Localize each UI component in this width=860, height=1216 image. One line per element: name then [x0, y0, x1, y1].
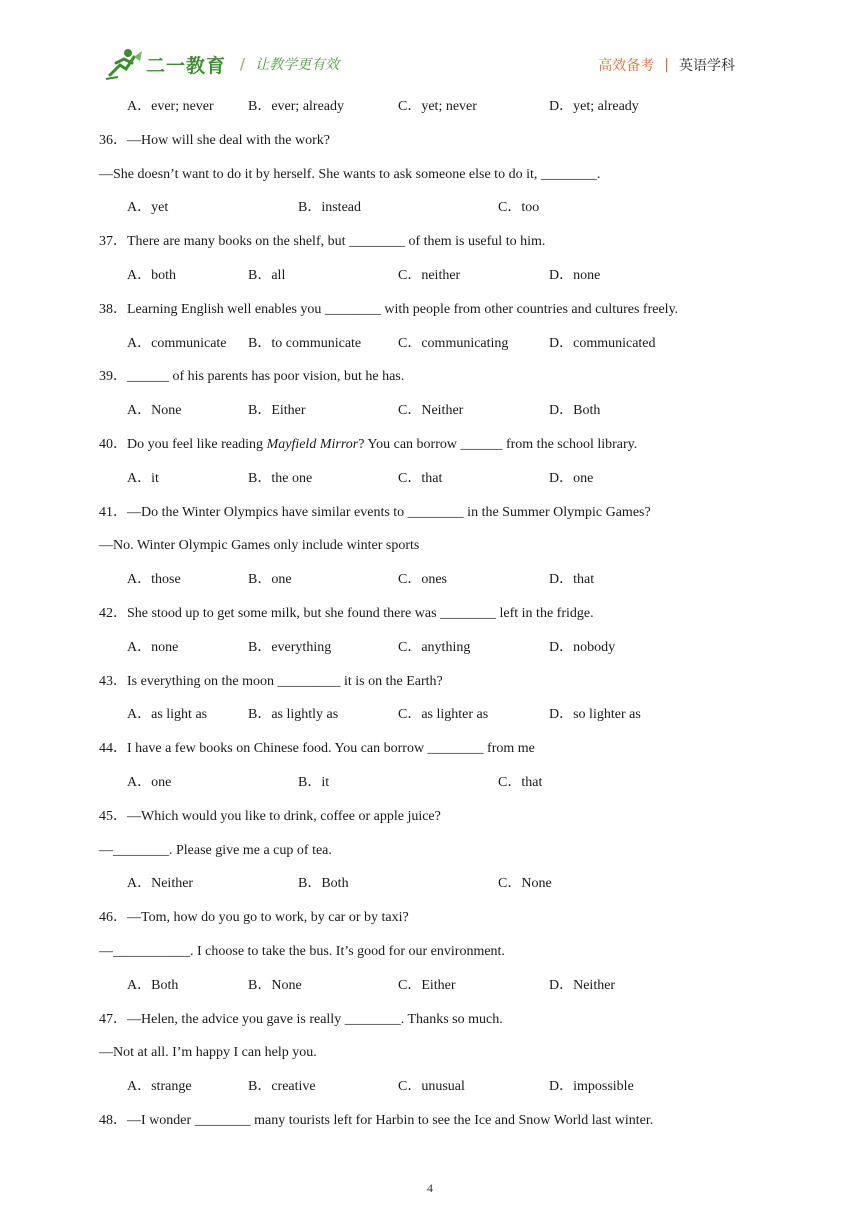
answer-option: D．Both	[549, 403, 601, 418]
answer-option: B．None	[248, 978, 302, 993]
answer-option: B．Both	[298, 876, 349, 891]
page-number: 4	[427, 1181, 433, 1195]
answer-option: B．to communicate	[248, 336, 362, 351]
answer-option: B．all	[248, 268, 286, 283]
answer-option: A．Neither	[127, 876, 194, 891]
answer-option: C．neither	[398, 268, 461, 283]
answer-option: A．yet	[127, 200, 169, 215]
answer-option: A．none	[127, 640, 179, 655]
answer-options	[0, 98, 860, 116]
logo-tagline: 让教学更有效	[255, 57, 340, 73]
answer-option: C．Either	[398, 978, 456, 993]
answer-options	[0, 402, 860, 420]
question-text: 43．Is everything on the moon _________ it is on the Earth?	[99, 674, 443, 689]
answer-option: A．None	[127, 403, 182, 418]
question-text: 44．I have a few books on Chinese food. You can borrow ________ from me	[99, 741, 535, 756]
question-text: 41．—Do the Winter Olympics have similar events to ________ in the Summer Olympic Games?	[99, 505, 651, 520]
answer-option: C．ones	[398, 572, 447, 587]
answer-option: D．so lighter as	[549, 707, 641, 722]
answer-options	[0, 875, 860, 893]
answer-option: A．both	[127, 268, 176, 283]
question-text: —She doesn’t want to do it by herself. She wants to ask someone else to do it, ________.	[99, 167, 601, 182]
answer-option: C．communicating	[398, 336, 509, 351]
runner-logo-icon	[104, 47, 144, 81]
answer-options	[0, 335, 860, 353]
question-text-part: ? You can borrow ______ from the school library.	[358, 437, 638, 452]
answer-option: D．impossible	[549, 1079, 634, 1094]
answer-option: C．as lighter as	[398, 707, 489, 722]
answer-option: B．everything	[248, 640, 332, 655]
answer-option: D．nobody	[549, 640, 616, 655]
answer-options	[0, 639, 860, 657]
answer-option: C．that	[398, 471, 443, 486]
answer-options	[0, 470, 860, 488]
question-text: 48．—I wonder ________ many tourists left for Harbin to see the Ice and Snow World last winter.	[99, 1113, 654, 1128]
question-text: 39．______ of his parents has poor vision, but he has.	[99, 369, 405, 384]
question-text: 47．—Helen, the advice you gave is really ________. Thanks so much.	[99, 1012, 503, 1027]
answer-option: A．strange	[127, 1079, 192, 1094]
question-text: —Not at all. I’m happy I can help you.	[99, 1045, 317, 1060]
answer-option: A．communicate	[127, 336, 227, 351]
answer-option: B．it	[298, 775, 330, 790]
answer-option: A．those	[127, 572, 181, 587]
question-text: 45．—Which would you like to drink, coffee or apple juice?	[99, 809, 441, 824]
answer-options	[0, 774, 860, 792]
answer-option: B．instead	[298, 200, 361, 215]
answer-option: B．creative	[248, 1079, 316, 1094]
answer-option: D．communicated	[549, 336, 656, 351]
answer-option: D．one	[549, 471, 594, 486]
answer-option: B．the one	[248, 471, 313, 486]
answer-option: B．as lightly as	[248, 707, 339, 722]
question-text: 46．—Tom, how do you go to work, by car or by taxi?	[99, 910, 409, 925]
answer-option: C．too	[498, 200, 540, 215]
answer-option: C．unusual	[398, 1079, 465, 1094]
answer-option: C．yet; never	[398, 99, 477, 114]
answer-option: D．Neither	[549, 978, 616, 993]
answer-option: A．as light as	[127, 707, 208, 722]
answer-option: B．ever; already	[248, 99, 345, 114]
question-text: 38．Learning English well enables you ________ with people from other countries and cultures freely.	[99, 302, 679, 317]
answer-option: D．that	[549, 572, 595, 587]
answer-options	[0, 977, 860, 995]
logo	[104, 46, 339, 82]
answer-options	[0, 199, 860, 217]
header-subject-label: 英语学科	[679, 58, 735, 74]
question-text: 42．She stood up to get some milk, but she found there was ________ left in the fridge.	[99, 606, 594, 621]
question-text	[99, 436, 637, 454]
question-text: —___________. I choose to take the bus. It’s good for our environment.	[99, 944, 505, 959]
question-text: —________. Please give me a cup of tea.	[99, 843, 332, 858]
answer-option: D．yet; already	[549, 99, 639, 114]
page-header	[0, 0, 860, 90]
answer-option: A．ever; never	[127, 99, 214, 114]
answer-option: C．None	[498, 876, 552, 891]
header-exam-label: 高效备考	[598, 58, 655, 74]
question-text: 36．—How will she deal with the work?	[99, 133, 330, 148]
answer-options	[0, 571, 860, 589]
answer-option: A．one	[127, 775, 172, 790]
logo-divider: /	[240, 55, 246, 73]
answer-options	[0, 267, 860, 285]
header-subject	[598, 55, 735, 75]
answer-option: A．it	[127, 471, 159, 486]
answer-options	[0, 706, 860, 724]
answer-option: B．Either	[248, 403, 306, 418]
question-text-part: 40．Do you feel like reading	[99, 437, 267, 452]
header-divider: |	[664, 57, 669, 73]
magazine-title: Mayfield Mirror	[266, 437, 359, 452]
answer-option: B．one	[248, 572, 292, 587]
answer-option: C．Neither	[398, 403, 464, 418]
answer-option: C．that	[498, 775, 543, 790]
question-text: 37．There are many books on the shelf, but ________ of them is useful to him.	[99, 234, 546, 249]
answer-option: C．anything	[398, 640, 471, 655]
answer-option: D．none	[549, 268, 601, 283]
logo-name: 二一教育	[146, 54, 227, 77]
answer-options	[0, 1078, 860, 1096]
answer-option: A．Both	[127, 978, 179, 993]
question-text: —No. Winter Olympic Games only include winter sports	[99, 538, 420, 553]
